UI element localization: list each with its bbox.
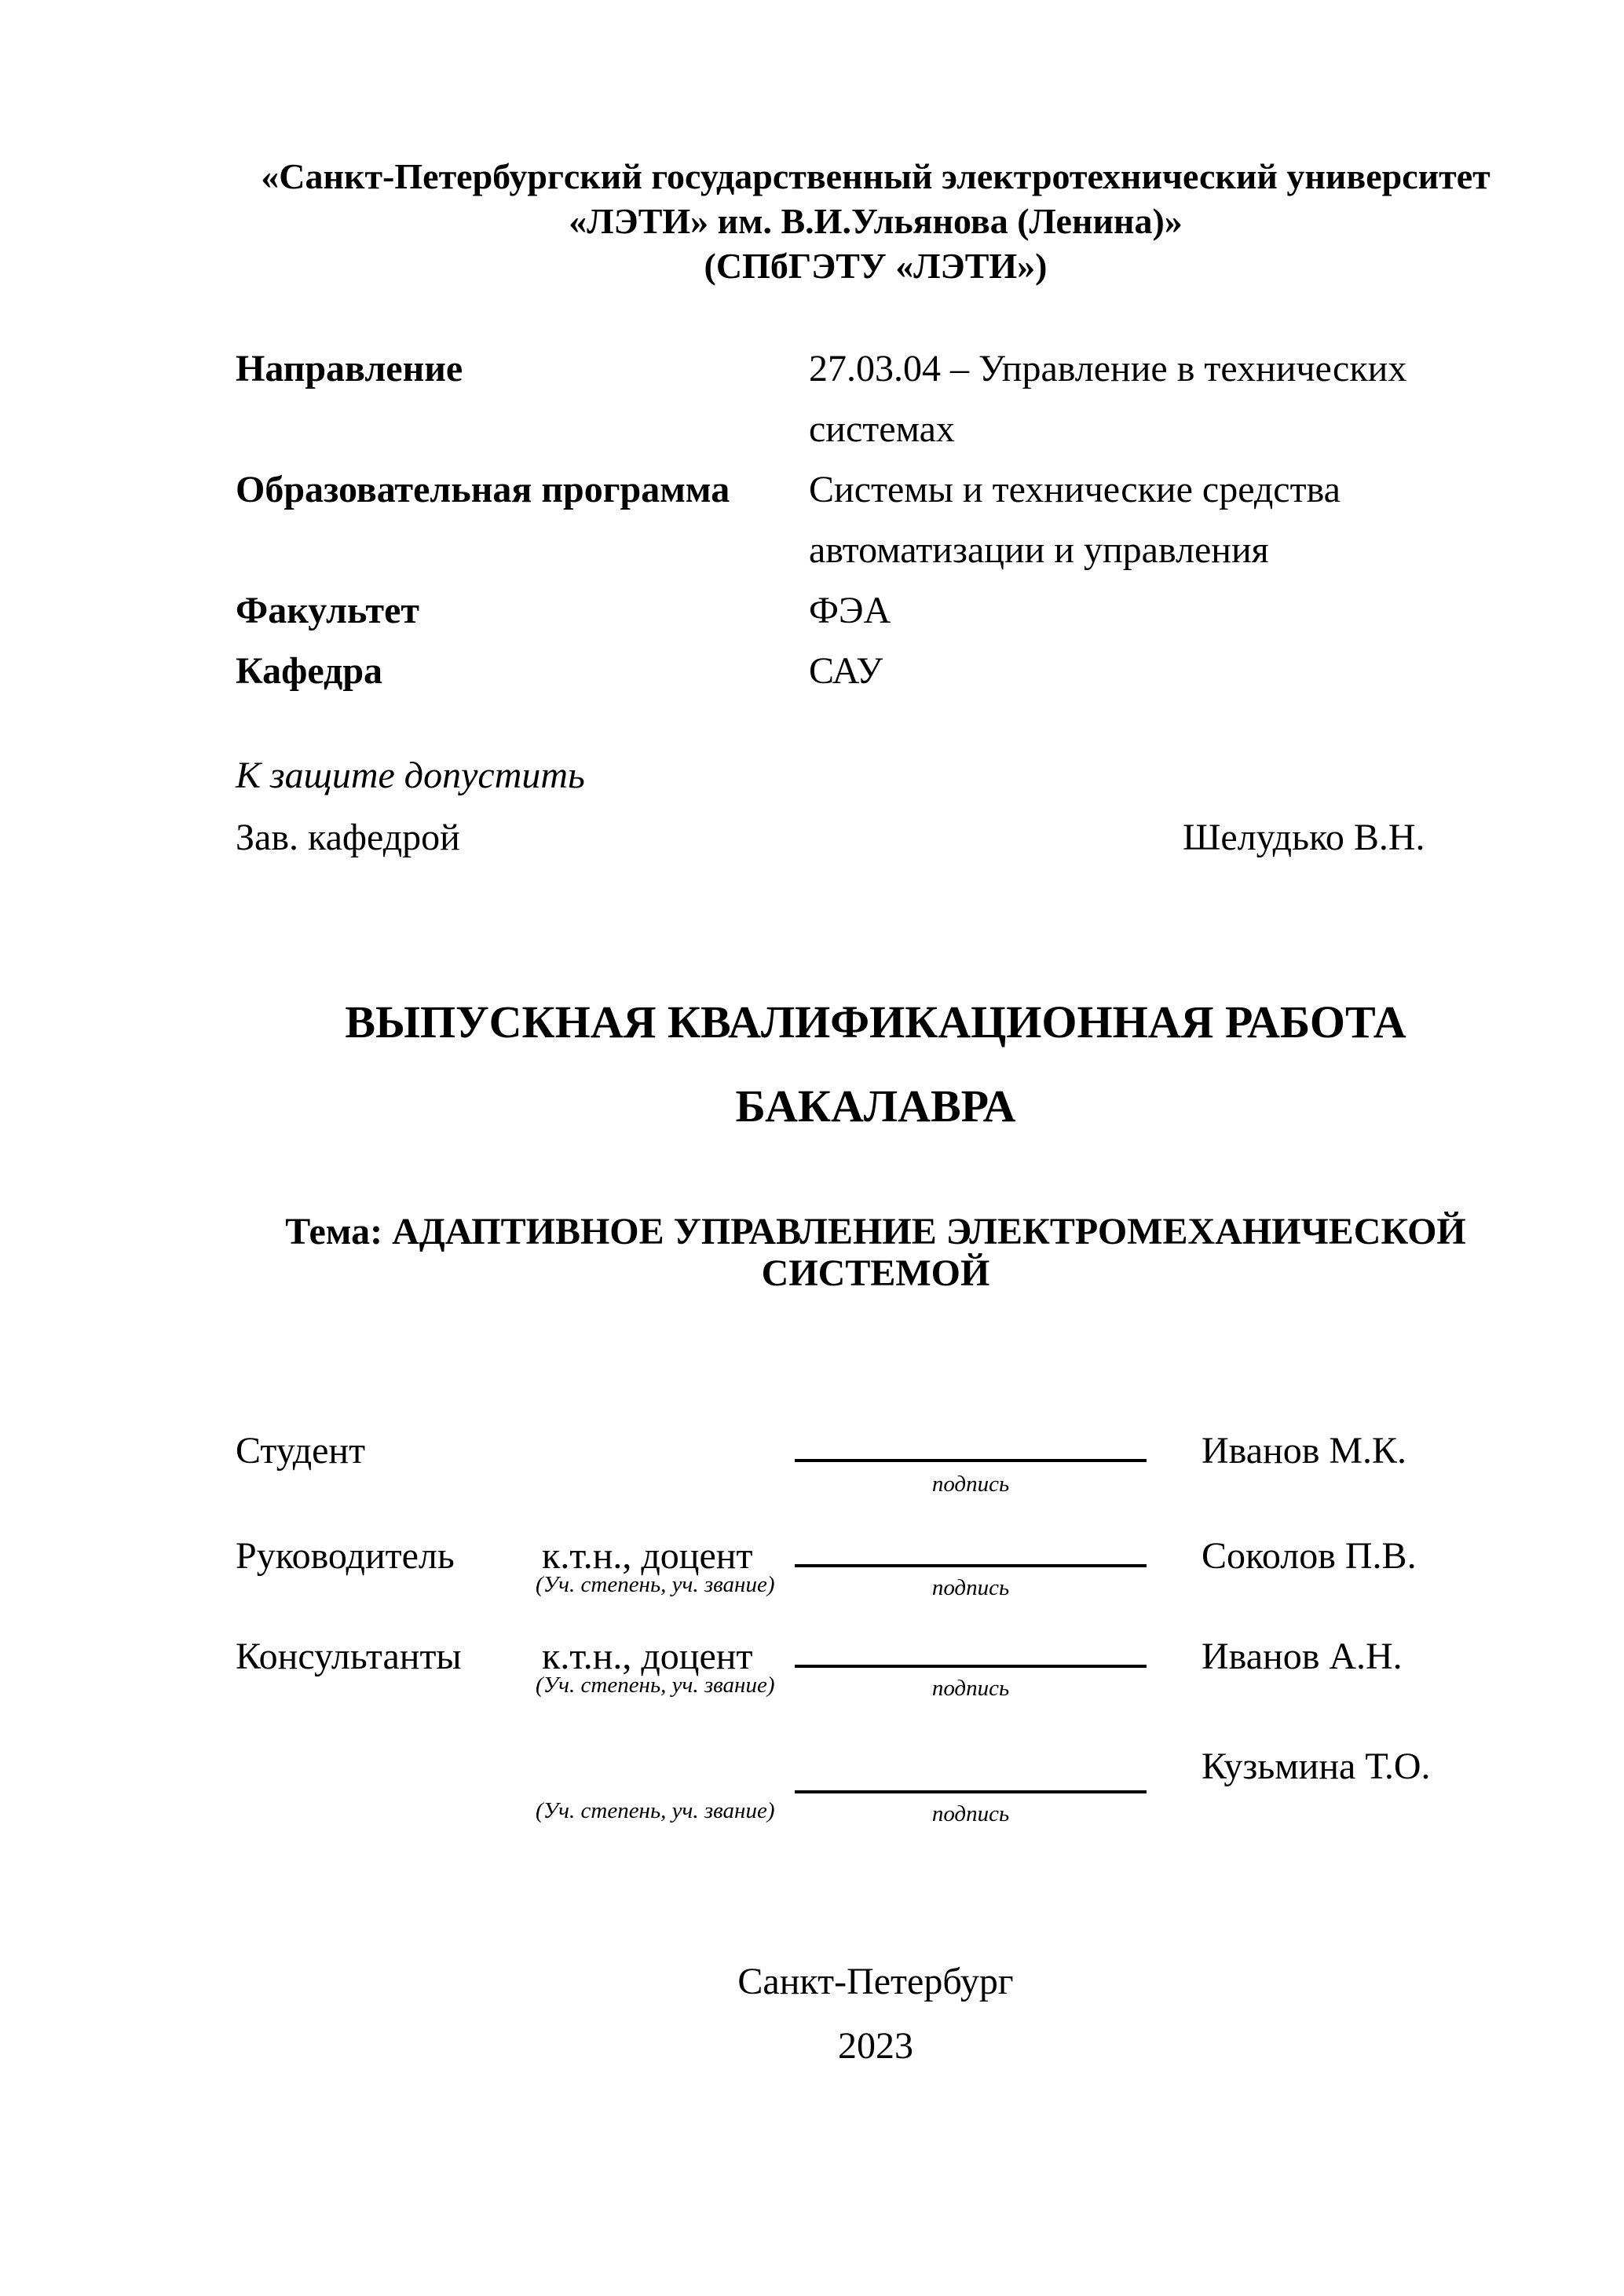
supervisor-degree: к.т.н., доцент bbox=[542, 1535, 753, 1577]
supervisor-role-label: Руководитель bbox=[236, 1535, 455, 1577]
direction-value-line2: системах bbox=[809, 408, 955, 450]
supervisor-degree-caption: (Уч. степень, уч. звание) bbox=[536, 1572, 775, 1597]
thesis-theme-line2: СИСТЕМОЙ bbox=[761, 1252, 990, 1294]
department-value: САУ bbox=[809, 650, 883, 692]
direction-value-line1: 27.03.04 – Управление в технических bbox=[809, 348, 1407, 389]
footer-year: 2023 bbox=[838, 2025, 913, 2067]
direction-label: Направление bbox=[236, 348, 463, 389]
direction-label-spacer bbox=[236, 399, 809, 459]
university-header bbox=[236, 154, 1516, 288]
field-direction-row1 bbox=[236, 338, 1516, 399]
university-name-line1: «Санкт-Петербургский государственный электротехнический университет bbox=[261, 156, 1490, 196]
program-value-line2: автоматизации и управления bbox=[809, 529, 1269, 571]
thesis-theme-line1: Тема: АДАПТИВНОЕ УПРАВЛЕНИЕ ЭЛЕКТРОМЕХАНИЧЕСКОЙ bbox=[285, 1211, 1466, 1252]
thesis-title-line2: БАКАЛАВРА bbox=[735, 1080, 1016, 1132]
program-value-line1: Системы и технические средства bbox=[809, 469, 1341, 510]
student-signature-caption: подпись bbox=[931, 1472, 1010, 1497]
permit-to-defense-line: К защите допустить bbox=[236, 755, 585, 796]
student-signature-line bbox=[795, 1459, 1147, 1462]
consultant1-signature-caption: подпись bbox=[931, 1676, 1010, 1701]
department-head-name: Шелудько В.Н. bbox=[1183, 817, 1425, 858]
supervisor-signature-caption: подпись bbox=[931, 1575, 1010, 1600]
consultant2-degree-caption: (Уч. степень, уч. звание) bbox=[536, 1798, 775, 1823]
field-faculty-row bbox=[236, 580, 1516, 641]
university-name-line2: «ЛЭТИ» им. В.И.Ульянова (Ленина)» bbox=[569, 201, 1183, 241]
faculty-label: Факультет bbox=[236, 590, 419, 631]
program-label: Образовательная программа bbox=[236, 469, 730, 510]
consultant2-signature-caption: подпись bbox=[931, 1801, 1010, 1826]
student-role-label: Студент bbox=[236, 1430, 366, 1472]
supervisor-signature-line bbox=[795, 1564, 1147, 1567]
consultant1-degree-caption: (Уч. степень, уч. звание) bbox=[536, 1673, 775, 1698]
consultant1-name: Иванов А.Н. bbox=[1202, 1636, 1403, 1677]
university-abbreviation: (СПбГЭТУ «ЛЭТИ») bbox=[704, 246, 1048, 286]
supervisor-name: Соколов П.В. bbox=[1202, 1535, 1417, 1577]
consultants-role-label: Консультанты bbox=[236, 1636, 462, 1677]
department-head-label: Зав. кафедрой bbox=[236, 817, 460, 858]
department-label: Кафедра bbox=[236, 650, 383, 692]
thesis-theme bbox=[236, 1211, 1516, 1294]
field-program-row2 bbox=[236, 520, 1516, 580]
field-direction-row2 bbox=[236, 399, 1516, 459]
consultant2-name: Кузьмина Т.О. bbox=[1202, 1746, 1431, 1787]
student-name: Иванов М.К. bbox=[1202, 1430, 1407, 1472]
field-program-row1 bbox=[236, 459, 1516, 520]
thesis-title-line1: ВЫПУСКНАЯ КВАЛИФИКАЦИОННАЯ РАБОТА bbox=[345, 996, 1406, 1047]
faculty-value: ФЭА bbox=[809, 590, 891, 631]
consultant1-signature-line bbox=[795, 1665, 1147, 1668]
field-department-row bbox=[236, 641, 1516, 701]
program-fields bbox=[236, 338, 1516, 701]
consultant1-degree: к.т.н., доцент bbox=[542, 1636, 753, 1677]
footer-city: Санкт-Петербург bbox=[737, 1961, 1014, 2002]
consultant2-signature-line bbox=[795, 1790, 1147, 1793]
program-label-spacer bbox=[236, 520, 809, 580]
